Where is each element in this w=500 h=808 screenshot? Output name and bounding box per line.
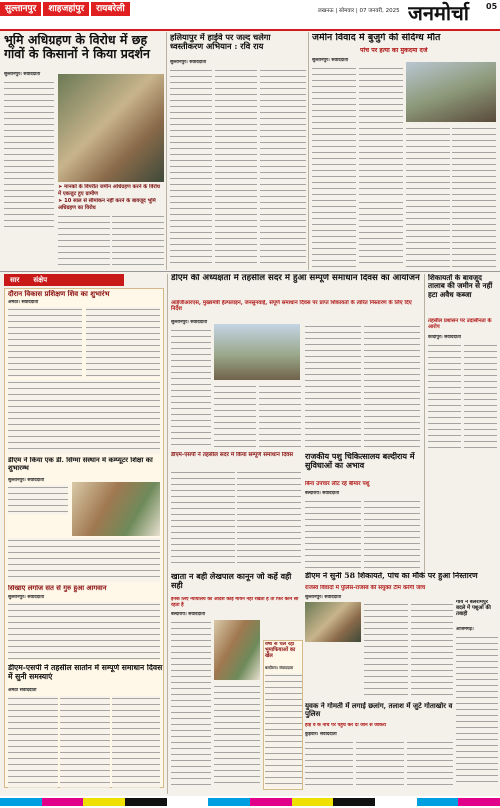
brief-4-body-col1 <box>8 696 58 788</box>
brief-3-dateline: सुल्तानपुर। संवाददाता <box>8 595 45 600</box>
brief-1-body-col1 <box>8 307 82 377</box>
protest-photo <box>58 74 164 182</box>
samadhan-divas-photo <box>214 324 300 380</box>
masthead-bar <box>0 0 500 30</box>
brief-4-dateline: अमेठी संवाददाता <box>8 688 37 693</box>
cow-news-body <box>456 635 498 785</box>
dm-body-col1 <box>364 602 408 700</box>
vet-hospital-headline: राजकीय पशु चिकित्सालय बल्दीराय में सुविधाओं का अभाव <box>305 452 415 471</box>
brief-3-headline: सिखाएं लंगोज संत से गुरु हुआ आगवान <box>8 585 107 592</box>
story-elder-death-headline: जमीन विवाद में बुजुर्ग की संदिग्ध मौत <box>312 33 441 43</box>
story-land-protest-headline: भूमि अधिग्रहण के विरोध में छह गांवों के किसानों ने किया प्रदर्शन <box>4 33 150 62</box>
brief-label-1: सार <box>10 276 20 284</box>
side-headline: डीएम-एसपी ने तहसील सदर में किया सम्पूर्ण समाधान दिवस <box>171 452 294 458</box>
tab-sultanpur[interactable]: सुल्तानपुर <box>0 2 41 16</box>
protest-caption-1: ➤ मानकों के विपरीत जमीन अधिग्रहण करने के विरोध में एकजुट हुए ग्रामीण <box>58 184 160 197</box>
pond-encroachment-headline: शिकायतों के बावजूद तालाब की जमीन से नहीं हटा अवैध कब्जा <box>428 274 493 299</box>
story-elder-death-sub: पांच पर हत्या का मुकदमा दर्ज <box>360 47 428 54</box>
brief-1-body-cont <box>8 380 160 454</box>
tab-shahjahanpur[interactable]: शाहजहांपुर <box>43 2 89 16</box>
story-elder-death-dateline: सुल्तानपुर। संवाददाता <box>312 58 349 63</box>
samadhan-divas-sub: आईजीआरएस, मुख्यमंत्री हेल्पलाइन, जनसुनवाई, संपूर्ण समाधान दिवस पर प्राप्त शिकायतों के त्वरित निस्तारण के लिए दिए निर्देश <box>171 300 412 313</box>
samadhan-body-col4 <box>305 324 361 448</box>
lekhpal-sub: इनके लिए न्यायालय का आदेश कोई मायने नहीं रखता है तो फिर कौन सा रहता है <box>171 597 299 608</box>
brief-2-body-cont <box>8 538 160 582</box>
cow-news-headline: गाय ने बलरामपुर बदले में पशुओं की तबाही <box>456 600 491 617</box>
brief-4-body-col2 <box>60 696 110 788</box>
vet-body-col2 <box>364 499 420 569</box>
computer-institute-photo <box>72 482 160 536</box>
gomti-jump-headline: युवक ने गोमती में लगाई छलांग, तलाश में जुटे गोताखोर व पुलिस <box>305 702 453 719</box>
side-body-col1 <box>171 470 235 568</box>
date-line: लखनऊ | सोमवार | 07 जनवरी, 2025 <box>318 8 400 14</box>
samadhan-body-col1 <box>171 328 211 448</box>
story-highway-dateline: सुल्तानपुर। संवाददाता <box>170 60 207 65</box>
land-mafia-box-dateline: बल्दीराय। संवाददाता <box>265 665 294 670</box>
brief-2-body-col1 <box>8 485 68 515</box>
pond-encroachment-sub: तहसील प्रशासन पर उदासीनता के आरोप <box>428 318 492 331</box>
brief-1-body-col2 <box>86 307 160 377</box>
story-land-protest-body-col1 <box>4 80 54 230</box>
gomti-body-col2 <box>356 740 404 790</box>
brief-label-2: संक्षेप <box>33 276 48 284</box>
story-elder-body-col2 <box>359 66 403 196</box>
pond-body-col1 <box>428 343 461 448</box>
gomti-jump-sub: हाई वे के नीचे पर पहुंच कर दी जान से जाकरी <box>305 723 386 728</box>
header-rule <box>0 29 500 31</box>
pond-encroachment-dateline: कादीपुर। संवाददाता <box>428 335 461 340</box>
story-highway-headline: हलियापुर में हाईवे पर जल्द चलेगा ध्वस्तीकरण अभियान : रवि राय <box>170 33 271 52</box>
land-mafia-photo <box>214 620 260 680</box>
edition-tabs <box>0 2 220 16</box>
print-registration-strip <box>0 796 500 808</box>
dm-complaints-headline: डीएम ने सुनीं 58 शिकायतें, पांच का मौके पर हुआ निस्तारण <box>305 572 478 580</box>
lekhpal-headline: खाता न बही लेखपाल कानून जो कहें वही सही <box>171 572 292 591</box>
brief-2-headline: डीएम ने किया एक डी. सिग्मा संस्थान में कम्प्यूटर शिक्षा का शुभारम्भ <box>8 457 153 472</box>
samadhan-divas-headline: डीएम की अध्यक्षता में तहसील सदर में हुआ सम्पूर्ण समाधान दिवस का आयोजन <box>171 274 420 283</box>
dm-complaints-photo <box>305 602 361 642</box>
lekhpal-dateline: बल्दीराय। संवाददाता <box>171 612 206 617</box>
vet-hospital-sub: बिना उपचार लौट रहे बीमार पशु <box>305 481 370 487</box>
brief-1-dateline: अमेठी। संवाददाता <box>8 300 39 305</box>
samadhan-body-col5 <box>364 324 420 448</box>
brief-2-dateline: सुल्तानपुर। संवाददाता <box>8 478 45 483</box>
story-highway-body-col1 <box>170 68 212 268</box>
cow-news-dateline: आजमगढ़। <box>456 627 474 632</box>
brief-1-headline: दौरान विकास प्रशिक्षण शिव का शुभारंभ <box>8 290 110 298</box>
brief-3-body <box>8 602 160 660</box>
brief-4-headline: डीएम-एसपी ने तहसील सातोन में सम्पूर्ण समाधान दिवस में सुनी समस्याएं <box>8 664 163 681</box>
story-land-protest-dateline: सुल्तानपुर। संवाददाता <box>4 72 41 77</box>
lekhpal-body-col1 <box>171 620 211 788</box>
story-highway-body-col2 <box>215 68 257 268</box>
pond-body-col2 <box>464 343 497 448</box>
story-elder-body-col3 <box>406 126 450 268</box>
page-number: 05 <box>486 2 498 11</box>
story-land-protest-body-col2 <box>58 214 110 268</box>
story-elder-body-col4 <box>452 126 496 268</box>
side-body-col2 <box>237 470 301 568</box>
story-elder-body-col1 <box>312 66 356 268</box>
story-elder-body-col2b <box>359 200 403 268</box>
land-mafia-box-body <box>265 673 302 788</box>
gomti-body-col3 <box>407 740 453 790</box>
gomti-body-col1 <box>305 740 353 790</box>
elder-death-photo <box>406 62 496 122</box>
samadhan-divas-dateline: सुल्तानपुर। संवाददाता <box>171 320 208 325</box>
vet-body-col1 <box>305 499 361 569</box>
story-highway-body-col3 <box>260 68 306 268</box>
gomti-jump-dateline: कुड़वार। संवाददाता <box>305 732 337 737</box>
land-mafia-box-headline: वर्षों से चल रहा भूमाफियाओं का खेल <box>265 642 296 659</box>
brief-section-label <box>4 274 124 286</box>
newspaper-masthead: जनमोर्चा <box>408 1 469 25</box>
dm-complaints-dateline: सुल्तानपुर। संवाददाता <box>305 595 342 600</box>
dm-complaints-sub: राजस्व विवादों में पुलिस-राजस्व की संयुक्त टीम करेगी जांच <box>305 585 426 591</box>
brief-4-body-col3 <box>112 696 160 788</box>
dm-body-col2 <box>411 602 453 700</box>
tab-raebareli[interactable]: रायबरेली <box>91 2 130 16</box>
samadhan-body-col2 <box>214 384 256 448</box>
vet-hospital-dateline: बल्दीराय। संवाददाता <box>305 491 340 496</box>
samadhan-body-col3 <box>259 384 301 448</box>
lekhpal-body-col2 <box>214 684 260 788</box>
story-land-protest-body-col3 <box>112 214 164 268</box>
protest-caption-2: ➤ 10 साल से सीमांकन नहीं करने के बावजूद भूमि अधिग्रहण का विरोध <box>58 198 156 211</box>
